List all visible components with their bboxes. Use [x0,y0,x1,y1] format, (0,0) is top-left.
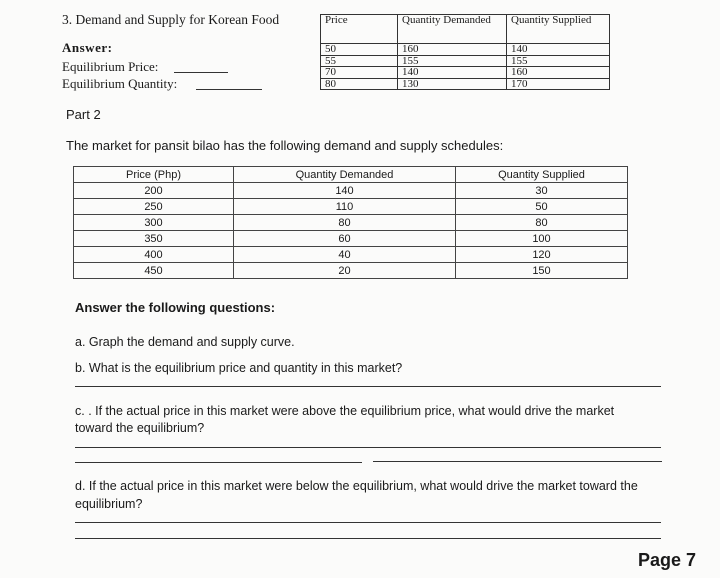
cell: 250 [74,199,234,215]
page-number: Page 7 [638,550,697,570]
cell: 60 [234,231,456,247]
answer-line-d1[interactable] [75,522,661,523]
table-row [74,263,628,279]
answer-line-c3[interactable] [373,461,662,462]
questions-heading: Answer the following questions: [75,300,276,315]
table-row [74,231,628,247]
section-title: 3. Demand and Supply for Korean Food [62,12,280,27]
answer-line-c1[interactable] [75,447,661,448]
cell: 160 [398,44,507,56]
korean-food-table [320,14,610,90]
table-row [74,183,628,199]
cell: 80 [456,215,628,231]
cell: 130 [398,78,507,90]
cell: 140 [234,183,456,199]
cell: 110 [234,199,456,215]
cell: 80 [321,78,398,90]
equilibrium-price-blank[interactable] [174,72,228,73]
cell: 120 [456,247,628,263]
cell: 100 [456,231,628,247]
cell: 140 [398,67,507,79]
cell: 50 [321,44,398,56]
equilibrium-price-label: Equilibrium Price: [62,59,159,74]
question-b: b. What is the equilibrium price and quantity in this market? [75,361,403,375]
equilibrium-quantity-blank[interactable] [196,89,262,90]
part-heading: Part 2 [66,107,101,122]
table-header-row [74,167,628,183]
cell: 350 [74,231,234,247]
pansit-bilao-table [73,166,628,279]
header-qd: Quantity Demanded [234,167,456,183]
cell: 50 [456,199,628,215]
cell: 150 [456,263,628,279]
cell: 155 [507,55,610,67]
cell: 160 [507,67,610,79]
table-row [321,67,610,79]
header-qs: Quantity Supplied [507,15,610,44]
intro-text: The market for pansit bilao has the following demand and supply schedules: [66,138,504,153]
cell: 155 [398,55,507,67]
answer-label: Answer: [62,40,113,55]
cell: 300 [74,215,234,231]
cell: 40 [234,247,456,263]
cell: 30 [456,183,628,199]
cell: 140 [507,44,610,56]
table-row [321,55,610,67]
table-header-row [321,15,610,44]
header-qs: Quantity Supplied [456,167,628,183]
header-qd: Quantity Demanded [398,15,507,44]
cell: 70 [321,67,398,79]
header-price: Price [321,15,398,44]
header-price: Price (Php) [74,167,234,183]
cell: 450 [74,263,234,279]
table-row [74,199,628,215]
equilibrium-quantity-label: Equilibrium Quantity: [62,76,178,91]
question-a: a. Graph the demand and supply curve. [75,335,295,349]
cell: 170 [507,78,610,90]
answer-line-d2[interactable] [75,538,661,539]
table-row [74,215,628,231]
question-c-line1: c. . If the actual price in this market were above the equilibrium price, what would drive the market [75,404,615,418]
cell: 20 [234,263,456,279]
question-c-line2: toward the equilibrium? [75,421,205,435]
answer-line-c2[interactable] [75,462,362,463]
cell: 80 [234,215,456,231]
answer-line-b[interactable] [75,386,661,387]
table-row [321,78,610,90]
cell: 400 [74,247,234,263]
question-d-line1: d. If the actual price in this market were below the equilibrium, what would drive the market toward the [75,479,638,493]
table-row [321,44,610,56]
cell: 200 [74,183,234,199]
cell: 55 [321,55,398,67]
table-row [74,247,628,263]
question-d-line2: equilibrium? [75,497,143,511]
